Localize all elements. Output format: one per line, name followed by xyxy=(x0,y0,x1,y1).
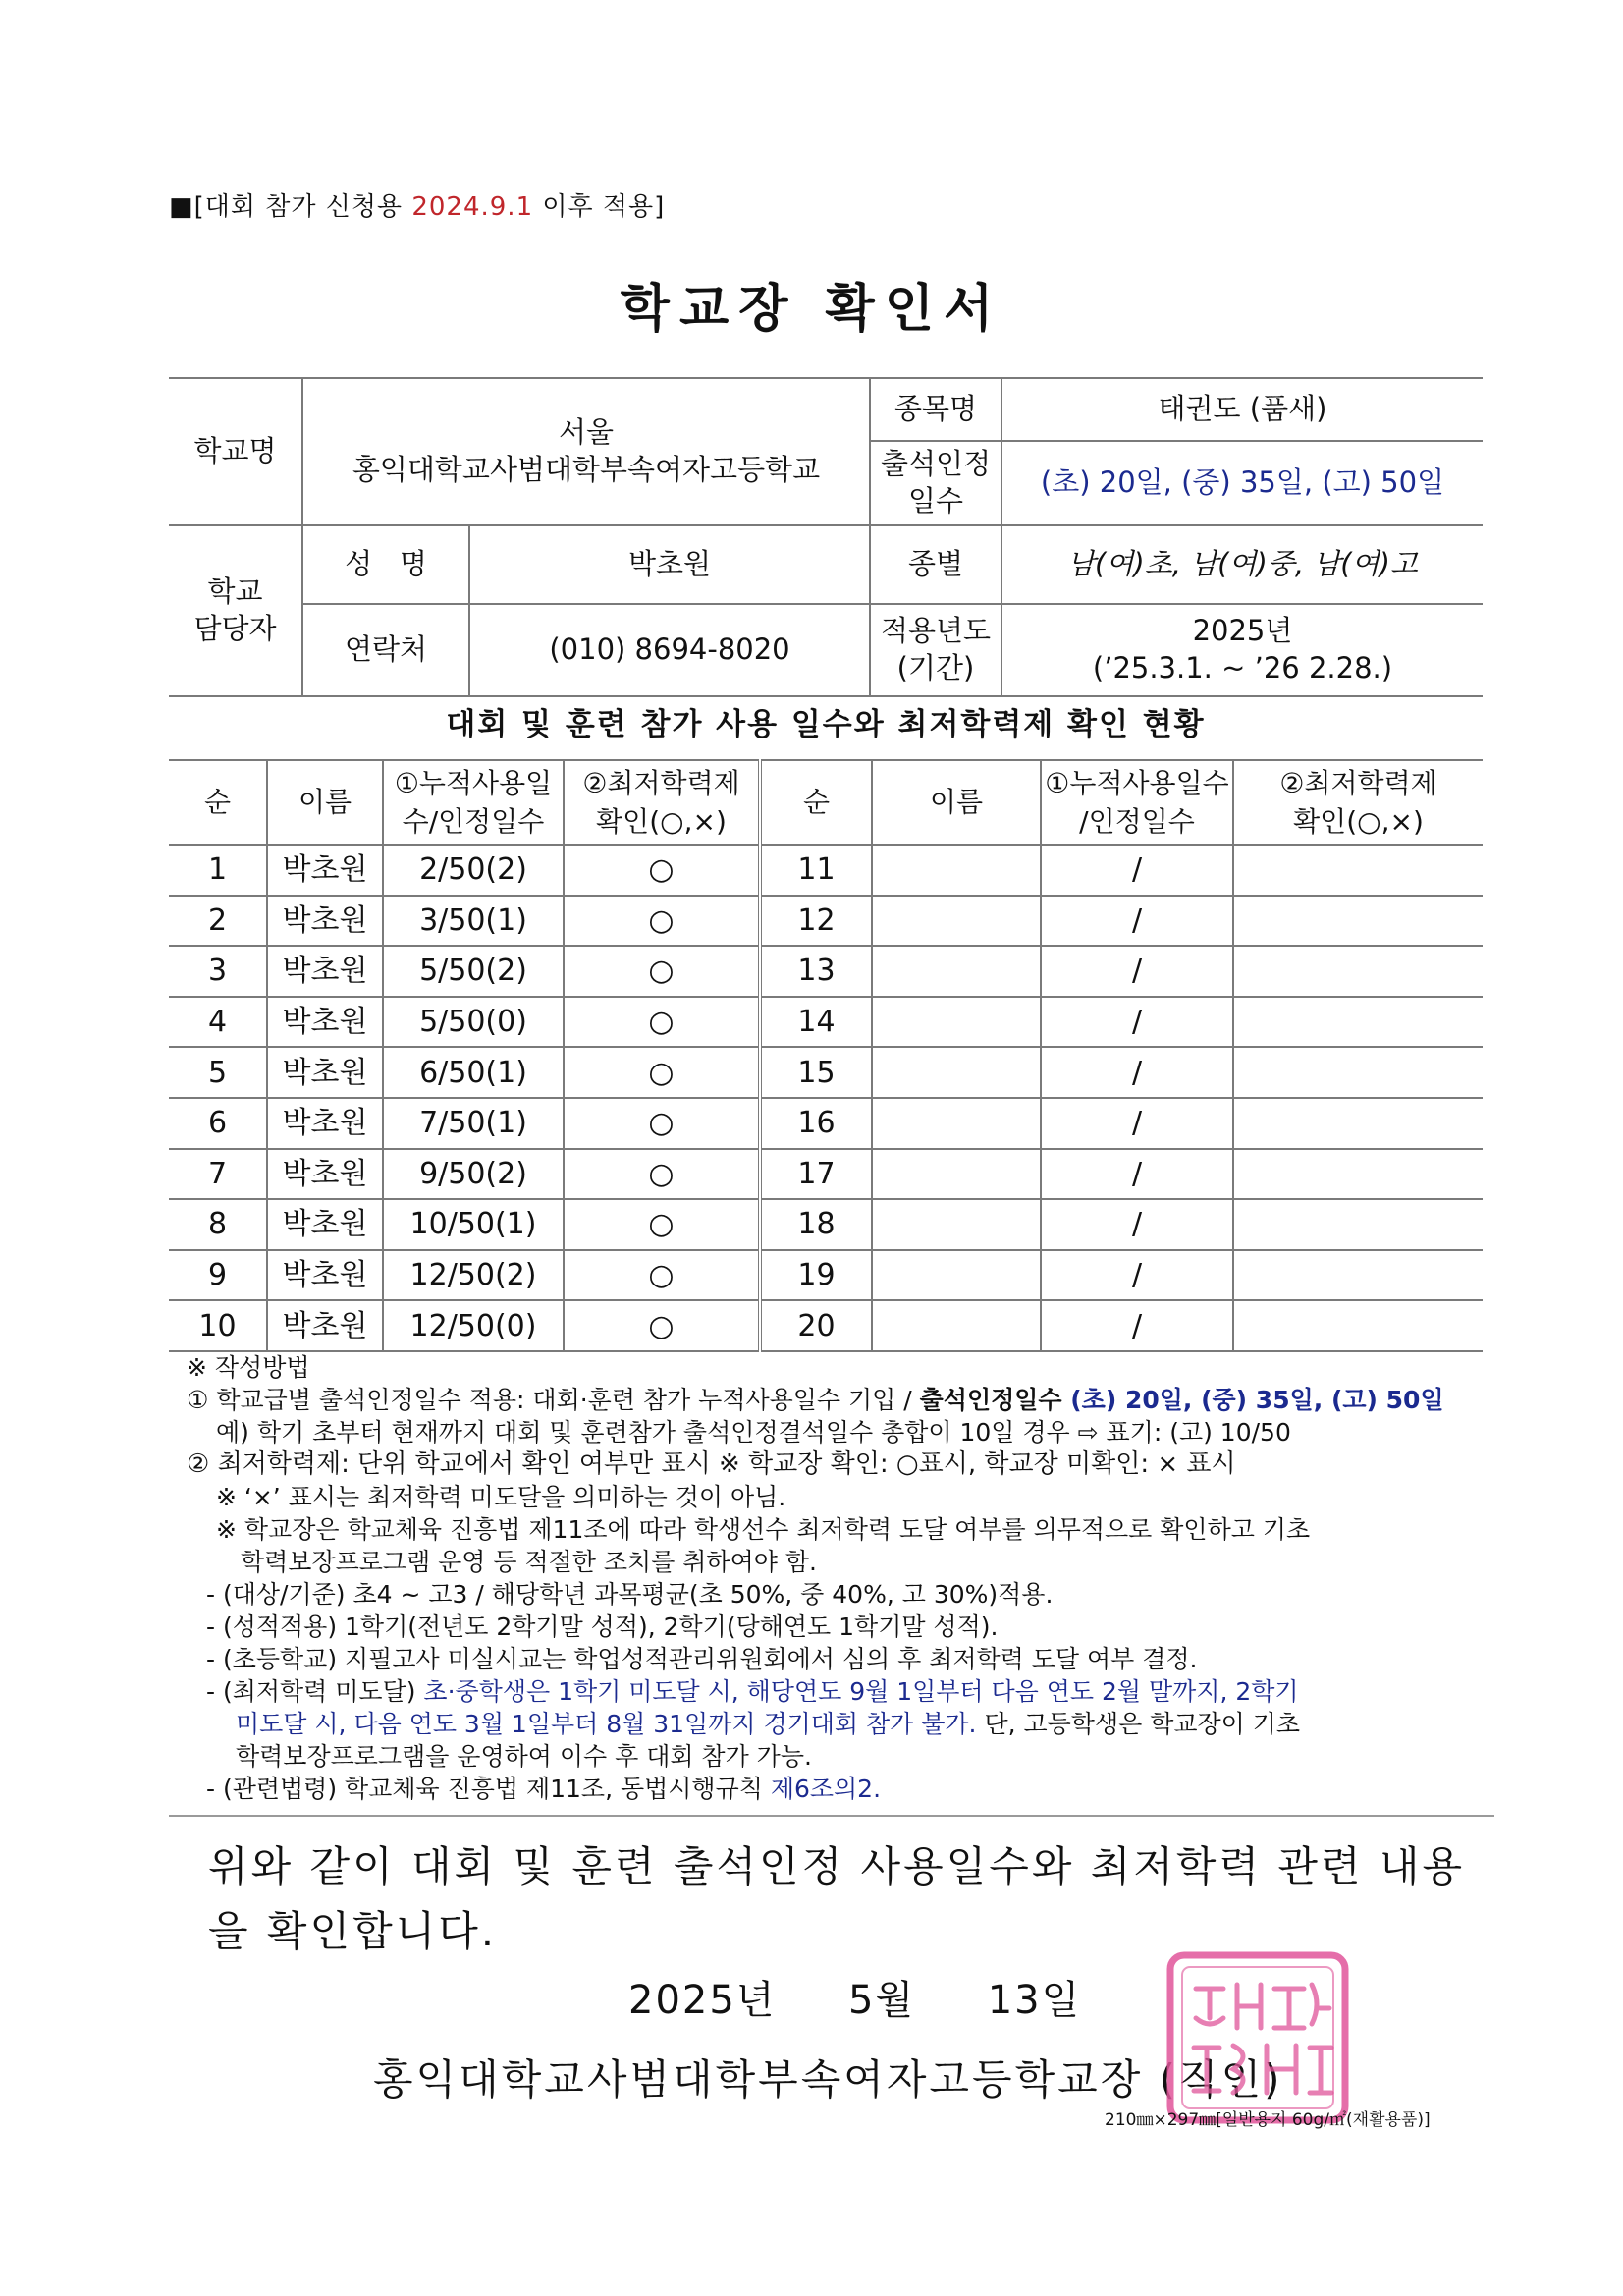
record-seq: 5 xyxy=(169,1047,267,1098)
school-name-label: 학교명 xyxy=(169,378,302,525)
date-year: 2025년 xyxy=(628,1978,777,2023)
record-name-2 xyxy=(872,1250,1041,1301)
issue-date xyxy=(628,1969,1081,2025)
record-name-2 xyxy=(872,997,1041,1048)
guide-item-1-days: (초) 20일, (중) 35일, (고) 50일 xyxy=(1061,1386,1444,1414)
gender-value: 남(여)초, 남(여)중, 남(여)고 xyxy=(1001,525,1483,604)
paper-spec-footer: 210㎜×297㎜[일반용지 60g/㎡(재활용품)] xyxy=(1105,2110,1431,2130)
record-name-2 xyxy=(872,1199,1041,1250)
header-days: ①누적사용일 수/인정일수 xyxy=(383,760,564,845)
contact-value: (010) 8694-8020 xyxy=(469,604,870,696)
date-month: 5월 xyxy=(848,1978,916,2023)
guide-detail-4-label: - (최저학력 미도달) xyxy=(206,1677,424,1706)
guide-detail-1: - (대상/기준) 초4 ~ 고3 / 해당학년 과목평균(초 50%, 중 40%, 고 30%)적용. xyxy=(206,1580,1054,1609)
guide-detail-5-law: 제6조의2. xyxy=(770,1775,882,1803)
record-check: ○ xyxy=(564,896,760,947)
record-name-2 xyxy=(872,946,1041,997)
record-days-2: / xyxy=(1041,1250,1233,1301)
record-days-2: / xyxy=(1041,1300,1233,1351)
record-check: ○ xyxy=(564,1149,760,1200)
record-days: 2/50(2) xyxy=(383,845,564,896)
record-days: 10/50(1) xyxy=(383,1199,564,1250)
record-name: 박초원 xyxy=(267,997,383,1048)
header-days-2: ①누적사용일수 /인정일수 xyxy=(1041,760,1233,845)
record-days-2: / xyxy=(1041,896,1233,947)
record-seq: 2 xyxy=(169,896,267,947)
record-seq-2: 17 xyxy=(760,1149,872,1200)
record-name-2 xyxy=(872,1047,1041,1098)
record-days: 5/50(2) xyxy=(383,946,564,997)
record-seq: 1 xyxy=(169,845,267,896)
record-check: ○ xyxy=(564,1199,760,1250)
record-check: ○ xyxy=(564,845,760,896)
section-title: 대회 및 훈련 참가 사용 일수와 최저학력제 확인 현황 xyxy=(446,707,1206,742)
record-seq-2: 19 xyxy=(760,1250,872,1301)
header-name: 이름 xyxy=(267,760,383,845)
record-seq-2: 13 xyxy=(760,946,872,997)
attendance-value: (초) 20일, (중) 35일, (고) 50일 xyxy=(1001,441,1483,525)
record-name-2 xyxy=(872,1098,1041,1149)
table-row xyxy=(169,1047,1483,1098)
header-check-2: ②최저학력제 확인(○,×) xyxy=(1233,760,1483,845)
guide-item-2-sub1: ※ ‘×’ 표시는 최저학력 미도달을 의미하는 것이 아님. xyxy=(216,1483,786,1511)
year-value: 2025년 xyxy=(1192,614,1293,648)
school-name-value: 홍익대학교사범대학부속여자고등학교 xyxy=(352,453,821,486)
record-days: 12/50(2) xyxy=(383,1250,564,1301)
record-seq-2: 16 xyxy=(760,1098,872,1149)
school-name-cell xyxy=(302,378,870,525)
record-name-2 xyxy=(872,1149,1041,1200)
school-region: 서울 xyxy=(558,415,615,450)
table-row xyxy=(169,896,1483,947)
record-days: 5/50(0) xyxy=(383,997,564,1048)
record-days: 9/50(2) xyxy=(383,1149,564,1200)
document-title: 학교장 확인서 xyxy=(620,280,1003,339)
record-seq-2: 20 xyxy=(760,1300,872,1351)
table-row xyxy=(169,1149,1483,1200)
record-name: 박초원 xyxy=(267,1199,383,1250)
guide-detail-4c: 학력보장프로그램을 운영하여 이수 후 대회 참가 가능. xyxy=(236,1742,812,1771)
guide-item-1 xyxy=(187,1384,1492,1416)
record-check-2 xyxy=(1233,946,1483,997)
guide-item-1-text: ① 학교급별 출석인정일수 적용: 대회·훈련 참가 누적사용일수 기입 / xyxy=(187,1386,920,1414)
record-seq-2: 11 xyxy=(760,845,872,896)
year-cell xyxy=(1001,604,1483,696)
record-seq: 6 xyxy=(169,1098,267,1149)
record-seq: 10 xyxy=(169,1300,267,1351)
guide-item-2-sub2a: ※ 학교장은 학교체육 진흥법 제11조에 따라 학생선수 최저학력 도달 여부를 의무적으로 확인하고 기초 xyxy=(216,1515,1311,1544)
gender-label: 종별 xyxy=(870,525,1001,604)
manager-label: 학교 담당자 xyxy=(169,525,302,696)
school-info-table xyxy=(169,377,1483,697)
guide-detail-4 xyxy=(187,1675,1492,1708)
record-seq-2: 18 xyxy=(760,1199,872,1250)
guide-detail-4b xyxy=(187,1708,1492,1740)
manager-name-value: 박초원 xyxy=(469,525,870,604)
guide-item-1-example: 예) 학기 초부터 현재까지 대회 및 훈련참가 출석인정결석일수 총합이 10일 경우 ⇨ 표기: (고) 10/50 xyxy=(216,1418,1291,1447)
record-days: 7/50(1) xyxy=(383,1098,564,1149)
event-label: 종목명 xyxy=(870,378,1001,441)
record-seq: 9 xyxy=(169,1250,267,1301)
guide-detail-4b-rule: 미도달 시, 다음 연도 3월 1일부터 8월 31일까지 경기대회 참가 불가. xyxy=(236,1710,977,1738)
record-seq: 8 xyxy=(169,1199,267,1250)
header-note-suffix: 이후 적용] xyxy=(533,192,666,222)
header-note xyxy=(169,187,665,223)
table-row xyxy=(169,997,1483,1048)
record-days-2: / xyxy=(1041,1149,1233,1200)
guide-detail-2: - (성적적용) 1학기(전년도 2학기말 성적), 2학기(당해연도 1학기말 성적). xyxy=(206,1613,999,1641)
record-check: ○ xyxy=(564,1047,760,1098)
record-name: 박초원 xyxy=(267,1047,383,1098)
table-row xyxy=(169,1098,1483,1149)
record-name-2 xyxy=(872,1300,1041,1351)
record-name-2 xyxy=(872,845,1041,896)
guide-detail-4-rule: 초·중학생은 1학기 미도달 시, 해당연도 9월 1일부터 다음 연도 2월 말까지, 2학기 xyxy=(423,1677,1299,1706)
record-check-2 xyxy=(1233,1300,1483,1351)
writing-guide xyxy=(187,1351,1492,1805)
record-check-2 xyxy=(1233,1250,1483,1301)
event-value: 태권도 (품새) xyxy=(1001,378,1483,441)
record-name: 박초원 xyxy=(267,845,383,896)
record-name: 박초원 xyxy=(267,1149,383,1200)
date-day: 13일 xyxy=(987,1978,1082,2023)
table-row xyxy=(169,1250,1483,1301)
record-days-2: / xyxy=(1041,1047,1233,1098)
period-value: (’25.3.1. ~ ’26 2.28.) xyxy=(1092,651,1393,684)
record-check: ○ xyxy=(564,1300,760,1351)
record-days: 12/50(0) xyxy=(383,1300,564,1351)
guide-detail-4b-text: 단, 고등학생은 학교장이 기초 xyxy=(976,1710,1301,1738)
guide-detail-5-text: - (관련법령) 학교체육 진흥법 제11조, 동법시행규칙 xyxy=(206,1775,771,1803)
header-check: ②최저학력제 확인(○,×) xyxy=(564,760,760,845)
record-days-2: / xyxy=(1041,1199,1233,1250)
record-name: 박초원 xyxy=(267,946,383,997)
record-name: 박초원 xyxy=(267,1300,383,1351)
record-check: ○ xyxy=(564,997,760,1048)
record-seq-2: 15 xyxy=(760,1047,872,1098)
record-check-2 xyxy=(1233,1098,1483,1149)
header-seq: 순 xyxy=(169,760,267,845)
record-days-2: / xyxy=(1041,946,1233,997)
record-name: 박초원 xyxy=(267,896,383,947)
table-row xyxy=(169,946,1483,997)
year-label: 적용년도 (기간) xyxy=(870,604,1001,696)
confirmation-statement: 위와 같이 대회 및 훈련 출석인정 사용일수와 최저학력 관련 내용을 확인합니다. xyxy=(208,1842,1466,1955)
record-name-2 xyxy=(872,896,1041,947)
record-days-2: / xyxy=(1041,845,1233,896)
record-days-2: / xyxy=(1041,1098,1233,1149)
header-name-2: 이름 xyxy=(872,760,1041,845)
record-table-header xyxy=(169,760,1483,845)
record-name: 박초원 xyxy=(267,1250,383,1301)
record-check: ○ xyxy=(564,1250,760,1301)
record-check-2 xyxy=(1233,997,1483,1048)
record-check-2 xyxy=(1233,1199,1483,1250)
guide-detail-3: - (초등학교) 지필고사 미실시교는 학업성적관리위원회에서 심의 후 최저학력 도달 여부 결정. xyxy=(206,1645,1198,1673)
record-days-2: / xyxy=(1041,997,1233,1048)
table-row xyxy=(169,1300,1483,1351)
record-check-2 xyxy=(1233,1149,1483,1200)
guide-item-2-sub2b: 학력보장프로그램 운영 등 적절한 조치를 취하여야 함. xyxy=(241,1548,817,1576)
header-note-prefix: ■[대회 참가 신청용 xyxy=(169,192,412,222)
record-table xyxy=(169,759,1483,1352)
record-name: 박초원 xyxy=(267,1098,383,1149)
table-row xyxy=(169,845,1483,896)
record-seq-2: 14 xyxy=(760,997,872,1048)
principal-signature: 홍익대학교사범대학부속여자고등학교장 (직인) xyxy=(373,2055,1283,2104)
record-days: 3/50(1) xyxy=(383,896,564,947)
record-check-2 xyxy=(1233,845,1483,896)
attendance-label: 출석인정 일수 xyxy=(870,441,1001,525)
guide-item-2: ② 최저학력제: 단위 학교에서 확인 여부만 표시 ※ 학교장 확인: ○표시, 학교장 미확인: × 표시 xyxy=(187,1449,1236,1479)
record-check-2 xyxy=(1233,896,1483,947)
divider-line xyxy=(169,1815,1494,1817)
record-check: ○ xyxy=(564,1098,760,1149)
guide-heading: ※ 작성방법 xyxy=(187,1353,310,1382)
record-check: ○ xyxy=(564,946,760,997)
header-seq-2: 순 xyxy=(760,760,872,845)
table-row xyxy=(169,1199,1483,1250)
guide-detail-5 xyxy=(187,1773,1492,1805)
record-days: 6/50(1) xyxy=(383,1047,564,1098)
record-seq: 3 xyxy=(169,946,267,997)
record-seq: 7 xyxy=(169,1149,267,1200)
record-seq: 4 xyxy=(169,997,267,1048)
header-note-date: 2024.9.1 xyxy=(411,192,534,222)
guide-item-1-bold: 출석인정일수 xyxy=(919,1386,1062,1414)
official-seal-icon xyxy=(1164,1949,1351,2126)
record-seq-2: 12 xyxy=(760,896,872,947)
record-check-2 xyxy=(1233,1047,1483,1098)
manager-name-label: 성 명 xyxy=(302,525,469,604)
contact-label: 연락처 xyxy=(302,604,469,696)
